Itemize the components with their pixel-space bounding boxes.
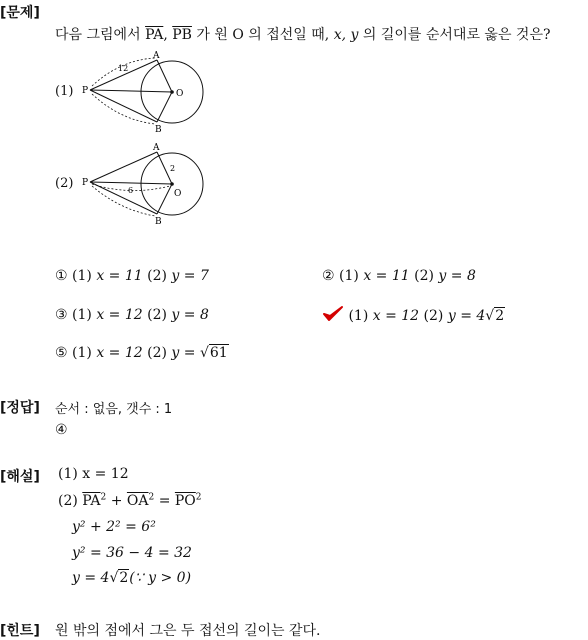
answer-order-count: 순서 : 없음, 갯수 : 1	[55, 402, 173, 417]
fig1-point-p: P	[82, 86, 89, 96]
choice-4-part2: (2)	[423, 308, 444, 324]
choice-1-part2: (2)	[147, 268, 167, 284]
choice-3-part2: (2)	[147, 307, 167, 323]
choice-1-eq2: y = 7	[171, 268, 209, 284]
fig1-center-dot	[170, 90, 174, 94]
figure-2-label: (2)	[55, 176, 74, 191]
solution-seg-oa: $\overline{OA}$	[126, 493, 149, 509]
fig2-length-6: 6	[128, 186, 134, 195]
question-lead: 다음 그림에서	[55, 27, 141, 43]
fig2-point-b: B	[155, 217, 162, 227]
choice-3[interactable]	[55, 307, 209, 323]
fig1-radius-oa	[157, 60, 172, 92]
solution-l5-post: (∵ y > 0)	[129, 570, 192, 586]
choice-4[interactable]: (1) x = 12 (2) y = 4√2	[322, 305, 505, 324]
answer-header: [정답]	[0, 400, 40, 416]
fig2-point-p: P	[82, 178, 89, 188]
solution-line-5: y = 4√2(∵ y > 0)	[72, 570, 192, 586]
choice-4-eq1: x = 12	[372, 308, 420, 324]
choice-2[interactable]	[322, 268, 476, 284]
choice-3-eq2: y = 8	[171, 307, 209, 323]
choice-1-eq1: x = 11	[96, 268, 143, 284]
solution-line-3: y² + 2² = 6²	[72, 519, 156, 535]
solution-sq-oa: 2	[148, 492, 155, 503]
fig2-center-dot	[170, 182, 174, 186]
figure-2-diagram	[80, 142, 220, 227]
figure-1-diagram	[80, 50, 220, 135]
choice-5-radicand: 61	[209, 345, 228, 361]
choice-4-part1: (1)	[348, 308, 369, 324]
solution-plus: +	[110, 493, 123, 509]
fig2-length-2: 2	[170, 164, 176, 173]
choice-5-part2: (2)	[147, 345, 167, 361]
choice-5[interactable]: ⑤ (1) x = 12 (2) y = √61	[55, 345, 228, 361]
choice-4-radicand: 2	[495, 308, 505, 324]
question-comma: ,	[163, 27, 168, 43]
solution-part2-label: (2)	[58, 493, 78, 509]
question-end: 의 길이를 순서대로 옳은 것은?	[362, 27, 551, 43]
fig2-line-po	[90, 182, 172, 184]
figure-1-label: (1)	[55, 84, 74, 99]
solution-sq-po: 2	[195, 492, 202, 503]
fig2-point-a: A	[153, 143, 160, 153]
fig2-tangent-pb	[90, 182, 157, 214]
choice-2-part2: (2)	[414, 268, 434, 284]
choice-2-number: ②	[322, 268, 335, 284]
fig1-line-po	[90, 90, 172, 92]
solution-line-4: y² = 36 − 4 = 32	[72, 545, 192, 561]
fig1-point-b: B	[155, 125, 162, 135]
choice-1-number: ①	[55, 268, 68, 284]
problem-header: [문제]	[0, 5, 40, 21]
fig1-tangent-pb	[90, 90, 157, 122]
fig1-point-a: A	[153, 51, 160, 61]
segment-pb: $\overline{PB}$	[172, 27, 192, 43]
solution-l5-pre: y = 4	[72, 570, 110, 586]
question-tail: 가 원 O 의 접선일 때,	[196, 27, 330, 43]
fig2-tangent-pa	[90, 152, 157, 182]
solution-seg-pa: $\overline{PA}$	[82, 493, 101, 509]
question-vars: x, y	[333, 27, 359, 43]
solution-eq: =	[158, 493, 171, 509]
solution-seg-po: $\overline{PO}$	[174, 493, 196, 509]
choice-3-eq1: x = 12	[96, 307, 143, 323]
choice-5-eq2: y =	[171, 345, 200, 361]
checkmark-icon	[322, 305, 344, 323]
choice-4-eq2: y = 4	[447, 308, 486, 324]
choice-2-eq2: y = 8	[438, 268, 476, 284]
solution-sq-pa: 2	[100, 492, 107, 503]
solution-line-2	[58, 493, 202, 509]
question-text	[55, 24, 550, 44]
fig1-radius-ob	[157, 92, 172, 122]
segment-pa: $\overline{PA}$	[145, 27, 164, 43]
solution-header: [해설]	[0, 469, 40, 485]
hint-header: [힌트]	[0, 623, 40, 639]
hint-text: 원 밖의 점에서 그은 두 접선의 길이는 같다.	[55, 623, 321, 639]
choice-2-part1: (1)	[339, 268, 359, 284]
choice-5-eq1: x = 12	[96, 345, 143, 361]
solution-line-1: (1) x = 12	[58, 466, 129, 482]
choice-3-part1: (1)	[72, 307, 92, 323]
choice-5-number: ⑤	[55, 345, 68, 361]
answer-number: ④	[55, 422, 68, 438]
fig1-length-12: 12	[118, 64, 129, 73]
solution-l5-radicand: 2	[119, 570, 129, 586]
choice-3-number: ③	[55, 307, 68, 323]
choice-5-part1: (1)	[72, 345, 92, 361]
fig1-point-o: O	[176, 89, 184, 99]
choice-2-eq1: x = 11	[363, 268, 410, 284]
fig2-point-o: O	[174, 189, 182, 199]
choice-1[interactable]	[55, 268, 209, 284]
choice-1-part1: (1)	[72, 268, 92, 284]
